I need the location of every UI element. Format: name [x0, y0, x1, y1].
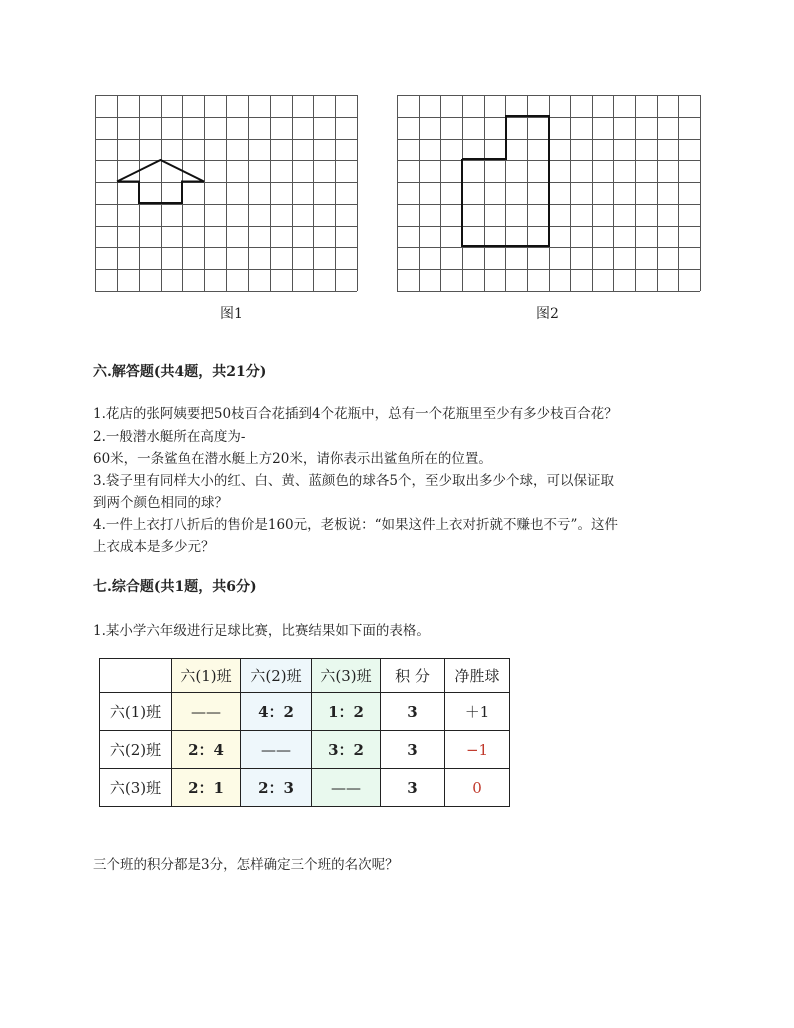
- question-7-1-intro: 1.某小学六年级进行足球比赛，比赛结果如下面的表格。: [93, 623, 430, 639]
- grid-figure-1: [95, 95, 358, 292]
- table-header-row: [100, 659, 510, 693]
- table-cell: 3: [381, 731, 445, 769]
- table-row: [100, 693, 510, 731]
- table-cell: 1：2: [312, 693, 381, 731]
- table-header-cell: 净胜球: [445, 659, 510, 693]
- table-row: [100, 731, 510, 769]
- table-cell: 3: [381, 693, 445, 731]
- table-cell: 六(1)班: [100, 693, 172, 731]
- grid-figure-2: [397, 95, 701, 292]
- arrow-shape: [117, 160, 204, 203]
- table-cell: ——: [312, 769, 381, 807]
- question-7-1-ask: 三个班的积分都是3分，怎样确定三个班的名次呢？: [93, 857, 399, 873]
- question-6-3b: 到两个颜色相同的球？: [93, 495, 228, 511]
- question-6-4b: 上衣成本是多少元？: [93, 539, 215, 555]
- table-header-cell: 六(1)班: [172, 659, 241, 693]
- table-header-cell: [100, 659, 172, 693]
- table-cell: 2：4: [172, 731, 241, 769]
- table-cell: 六(3)班: [100, 769, 172, 807]
- figure-1-label: 图1: [220, 306, 243, 322]
- table-cell: 2：1: [172, 769, 241, 807]
- table-header-cell: 六(3)班: [312, 659, 381, 693]
- table-cell: −1: [445, 731, 510, 769]
- table-cell: 六(2)班: [100, 731, 172, 769]
- section-6-title: 六.解答题(共4题，共21分): [93, 364, 267, 380]
- table-cell: 2：3: [241, 769, 312, 807]
- section-7-title: 七.综合题(共1题，共6分): [93, 579, 257, 595]
- table-cell: 3：2: [312, 731, 381, 769]
- table-cell: 4：2: [241, 693, 312, 731]
- table-cell: ＋1: [445, 693, 510, 731]
- question-6-3a: 3.袋子里有同样大小的红、白、黄、蓝颜色的球各5个，至少取出多少个球，可以保证取: [93, 473, 614, 489]
- table-header-cell: 积 分: [381, 659, 445, 693]
- question-6-1: 1.花店的张阿姨要把50枝百合花插到4个花瓶中，总有一个花瓶里至少有多少枝百合花？: [93, 406, 618, 422]
- table-cell: ——: [241, 731, 312, 769]
- question-6-4a: 4.一件上衣打八折后的售价是160元，老板说：“如果这件上衣对折就不赚也不亏”。这件: [93, 517, 618, 533]
- question-6-2b: 60米，一条鲨鱼在潜水艇上方20米，请你表示出鲨鱼所在的位置。: [93, 451, 492, 467]
- table-cell: 0: [445, 769, 510, 807]
- table-cell: 3: [381, 769, 445, 807]
- score-table: [99, 658, 510, 807]
- table-header-cell: 六(2)班: [241, 659, 312, 693]
- table-row: [100, 769, 510, 807]
- question-6-2a: 2.一般潜水艇所在高度为-: [93, 429, 246, 445]
- table-cell: ——: [172, 693, 241, 731]
- figure-2-label: 图2: [536, 306, 559, 322]
